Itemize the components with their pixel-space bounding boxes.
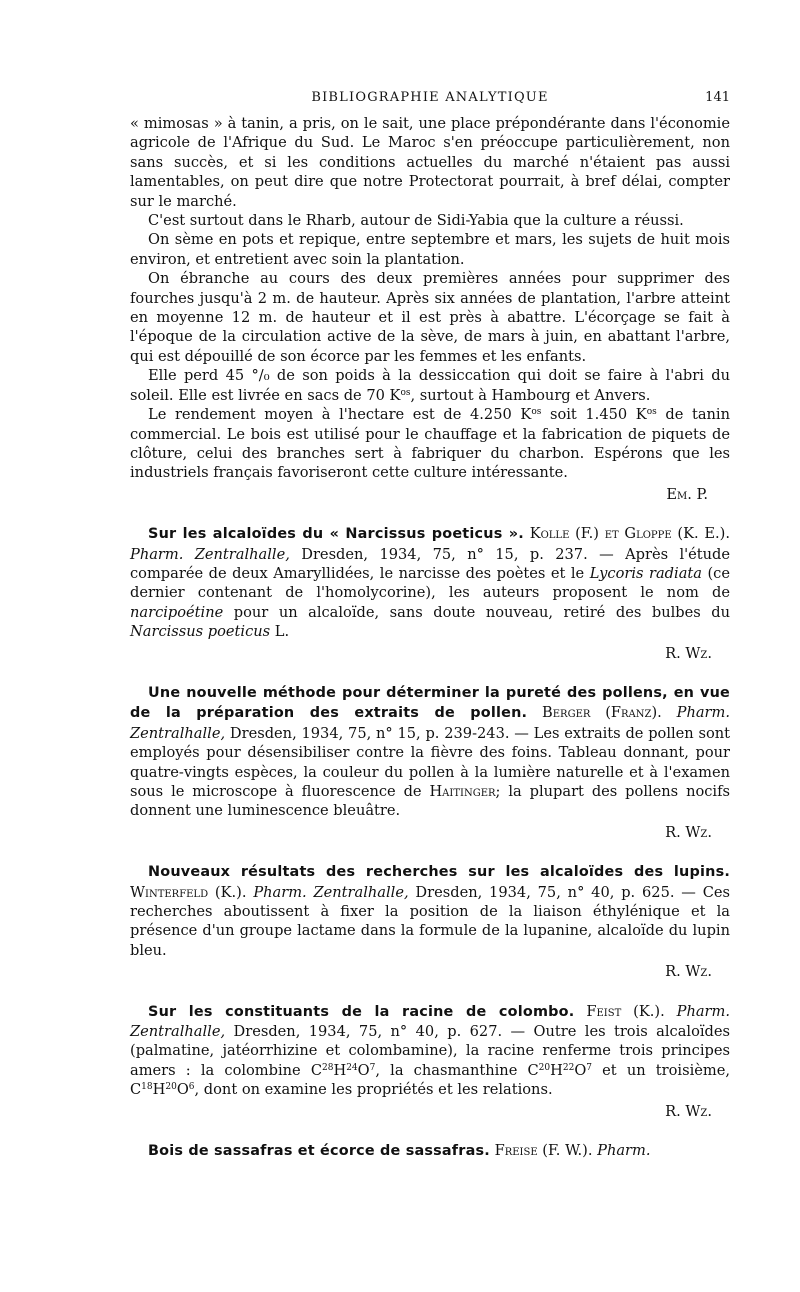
text-run: pour un alcaloïde, sans doute nouveau, retiré des bulbes du (223, 603, 730, 621)
entry-author: Feist (K.). (586, 1002, 665, 1020)
text-run: soit 1.450 K (541, 406, 647, 424)
intro-paragraph: On sème en pots et repique, entre septembre et mars, les sujets de huit mois environ, et entretient avec soin la plantation. (130, 231, 730, 268)
page-header (130, 88, 730, 114)
entry-journal: Pharm. Zentralhalle, (130, 545, 290, 563)
signature: R. Wz. (665, 963, 712, 981)
entry-author: Berger (Franz). (542, 704, 662, 722)
review-entry-colombo (130, 1002, 730, 1121)
formula-subscript: 18 (141, 1082, 153, 1093)
superscript: os (646, 407, 657, 418)
signature: R. Wz. (665, 1102, 712, 1120)
entry-text (130, 1141, 730, 1161)
formula-symbol: O (176, 1081, 189, 1099)
text-run: L. (270, 623, 290, 641)
superscript: os (400, 387, 411, 398)
formula-subscript: 6 (188, 1082, 195, 1093)
formula-symbol: O (574, 1061, 587, 1079)
entry-text (130, 524, 730, 641)
entry-author: Freise (F. W.). (494, 1142, 593, 1160)
review-entry-pollens (130, 683, 730, 842)
signature: R. Wz. (665, 823, 712, 841)
percent-symbol: °/₀ (251, 367, 270, 385)
review-entry-lupins (130, 862, 730, 981)
text-run: , surtout à Hambourg et Anvers. (410, 386, 651, 404)
formula-subscript: 22 (562, 1062, 575, 1073)
formula-subscript: 7 (586, 1062, 593, 1073)
formula-symbol: H (333, 1061, 347, 1079)
superscript: os (531, 407, 542, 418)
text-run: et un troisième, C (130, 1061, 730, 1099)
intro-review (130, 114, 730, 504)
text-run: Après l'étude comparée de deux Amaryllidées, le narcisse des poètes et le (130, 545, 731, 582)
intro-paragraph: On ébranche au cours des deux premières années pour supprimer des fourches jusqu'à 2 m. de hauteur. Après six années de plantation, l'arbre atteint en moyenne 12 m. de hauteur et il est près à abattre. L'écorçage se fait à l'époque de la circulation active de la sève, de mars à juin, en abattant l'arbre, qui est dépouillé de son écorce par les femmes et les enfants. (130, 270, 730, 365)
entry-author: Winterfeld (K.). (130, 883, 247, 901)
intro-paragraph: C'est surtout dans le Rharb, autour de Sidi-Yabia que la culture a réussi. (148, 212, 684, 230)
text-run: , dont on examine les propriétés et les relations. (194, 1081, 553, 1099)
entry-journal: Pharm. (597, 1142, 651, 1160)
entry-title: Une nouvelle méthode pour déterminer la pureté des pollens, en vue de la préparation des extraits de pollen. (130, 684, 730, 722)
text-run: de son poids à la dessiccation qui doit se faire à l'abri du soleil. Elle est livrée en sacs de 70 K (130, 367, 730, 404)
entry-text (130, 683, 730, 821)
formula-subscript: 7 (369, 1062, 376, 1073)
running-title: BIBLIOGRAPHIE ANALYTIQUE (311, 90, 549, 105)
entry-reference: Dresden, 1934, 75, n° 15, p. 237. — (301, 545, 614, 563)
text-run: Outre les trois alcaloïdes (palmatine, jatéorrhizine et colombamine), la racine renferme trois principes amers : la colombine C (130, 1023, 730, 1079)
entry-title: Bois de sassafras et écorce de sassafras. (148, 1143, 490, 1160)
entry-text (130, 862, 730, 960)
page (130, 88, 730, 1162)
italic-term: Narcissus poeticus (130, 623, 271, 641)
text-run: ; la plupart des pollens nocifs donnent une luminescence bleuâtre. (130, 783, 730, 820)
page-number: 141 (705, 90, 730, 105)
entry-reference: Dresden, 1934, 75, n° 40, p. 627. — (233, 1023, 526, 1041)
formula-symbol: H (550, 1061, 563, 1079)
formula-subscript: 20 (538, 1062, 551, 1073)
text-run: de tanin commercial. Le bois est utilisé pour le chauffage et la fabrication de piquets de clôture, celui des branches sert à fabriquer du charbon. Espérons que les industriels français favoriseront cette culture intéressante. (130, 406, 730, 482)
formula-subscript: 20 (165, 1082, 177, 1093)
entry-reference: Dresden, 1934, 75, n° 15, p. 239-243. — (229, 724, 529, 742)
entry-reference: Dresden, 1934, 75, n° 40, p. 625. — (415, 883, 696, 901)
intro-paragraph (130, 405, 730, 483)
text-run: , la chasmanthine C (375, 1061, 539, 1079)
text-run: (ce dernier contenant de l'homolycorine), les auteurs proposent le nom de (130, 564, 730, 602)
entry-title: Nouveaux résultats des recherches sur les alcaloïdes des lupins. (148, 864, 730, 881)
entry-journal: Pharm. Zentralhalle, (130, 704, 730, 742)
formula-symbol: O (357, 1061, 370, 1079)
review-entry-sassafras (130, 1141, 730, 1161)
italic-term: narcipoétine (130, 603, 224, 621)
signature: Em. P. (666, 485, 708, 503)
text-run: Le rendement moyen à l'hectare est de 4.250 K (148, 406, 532, 424)
italic-term: Lycoris radiata (589, 564, 702, 582)
person-name: Haitinger (429, 783, 496, 800)
entry-author: Kolle (F.) et Gloppe (K. E.). (529, 525, 731, 543)
text-run: Ces recherches aboutissent à fixer la position de la liaison éthylénique et la présence d'un groupe lactame dans la formule de la lupanine, alcaloïde du lupin bleu. (130, 883, 731, 959)
text-run: Elle perd 45 (148, 367, 252, 385)
review-entry-narcissus (130, 524, 730, 663)
intro-paragraph: « mimosas » à tanin, a pris, on le sait, une place prépondérante dans l'économie agricole de l'Afrique du Sud. Le Maroc s'en préoccupe particulièrement, non sans succès, et si les conditions actuelles du marché n'étaient pas aussi lamentables, on peut dire que notre Protectorat pourrait, à bref délai, compter sur le marché. (130, 115, 730, 210)
formula-symbol: H (152, 1081, 166, 1099)
text-run: Les extraits de pollen sont employés pour désensibiliser contre la fièvre des foins. Tableau donnant, pour quatre-vingts espèces, la couleur du pollen à la lumière naturelle et à l'examen sous le microscope à fluorescence de (130, 724, 730, 800)
entry-journal: Pharm. Zentralhalle, (253, 883, 409, 901)
signature: R. Wz. (665, 644, 712, 662)
formula-subscript: 28 (322, 1062, 334, 1073)
entry-journal: Pharm. Zentralhalle, (130, 1002, 731, 1041)
entry-text (130, 1002, 730, 1100)
entry-title: Sur les constituants de la racine de colombo. (148, 1003, 575, 1020)
intro-paragraph (130, 366, 730, 405)
entry-title: Sur les alcaloïdes du « Narcissus poeticus ». (148, 526, 524, 543)
formula-subscript: 24 (346, 1062, 358, 1073)
